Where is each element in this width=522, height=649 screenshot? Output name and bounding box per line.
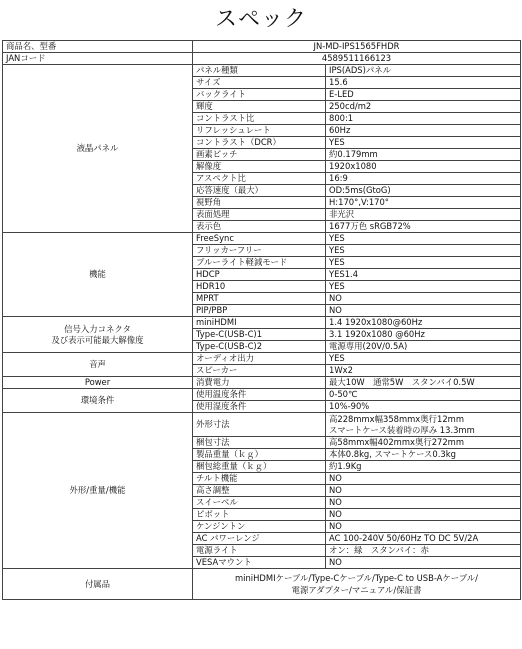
spec-value: OD:5ms(GtoG) [326,185,521,197]
spec-label: 梱包寸法 [193,437,326,449]
header-row-label: 商品名、型番 [3,41,193,53]
spec-label: 使用湿度条件 [193,401,326,413]
spec-value: YES [326,257,521,269]
spec-value: オン：緑 スタンバイ：赤 [326,545,521,557]
spec-label: 輝度 [193,101,326,113]
spec-value: 800:1 [326,113,521,125]
spec-value: 1Wx2 [326,365,521,377]
spec-label: 使用温度条件 [193,389,326,401]
spec-label: miniHDMI [193,317,326,329]
spec-value: NO [326,485,521,497]
spec-label: ピボット [193,509,326,521]
spec-label: 表示色 [193,221,326,233]
spec-label: 表面処理 [193,209,326,221]
spec-label: AC パワーレンジ [193,533,326,545]
spec-label: 梱包総重量（ｋｇ） [193,461,326,473]
spec-label: ブルーライト軽減モード [193,257,326,269]
spec-value: 約0.179mm [326,149,521,161]
spec-value: 60Hz [326,125,521,137]
group-label: 環境条件 [3,389,193,413]
spec-value: 非光沢 [326,209,521,221]
spec-label: スピーカー [193,365,326,377]
spec-label: PIP/PBP [193,305,326,317]
accessories-label: 付属品 [3,569,193,600]
spec-value: 高228mmx幅358mmx奥行12mm スマートケース装着時の厚み 13.3mm [326,413,521,437]
spec-value: NO [326,305,521,317]
spec-row [3,377,521,389]
header-row [3,53,521,65]
spec-value: 約1.9Kg [326,461,521,473]
spec-label: 高さ調整 [193,485,326,497]
spec-label: Type-C(USB-C)1 [193,329,326,341]
spec-value: 0-50℃ [326,389,521,401]
spec-label: チルト機能 [193,473,326,485]
spec-value: 1.4 1920x1080@60Hz [326,317,521,329]
spec-value: H:170°,V:170° [326,197,521,209]
spec-value: 250cd/m2 [326,101,521,113]
spec-label: オーディオ出力 [193,353,326,365]
spec-value: 10%-90% [326,401,521,413]
accessories-row [3,569,521,600]
spec-value: YES [326,245,521,257]
spec-label: 電源ライト [193,545,326,557]
spec-value: 15.6 [326,77,521,89]
spec-row [3,233,521,245]
spec-value: YES [326,353,521,365]
spec-label: アスペクト比 [193,173,326,185]
spec-value: YES [326,281,521,293]
spec-label: バックライト [193,89,326,101]
group-label: 機能 [3,233,193,317]
header-row-label: JANコード [3,53,193,65]
spec-value: NO [326,473,521,485]
accessories-line-1: miniHDMIケーブル/Type-Cケーブル/Type-C to USB-Aケーブル/ [235,573,478,583]
page-title: スペック [214,7,307,32]
group-label: 液晶パネル [3,65,193,233]
accessories-value [193,569,521,600]
spec-row [3,389,521,401]
spec-value: NO [326,509,521,521]
spec-value: NO [326,521,521,533]
spec-label: フリッカーフリー [193,245,326,257]
spec-label: HDR10 [193,281,326,293]
header-row-value: JN-MD-IPS1565FHDR [193,41,521,53]
spec-label: コントラスト（DCR） [193,137,326,149]
spec-value: 1677万色 sRGB72% [326,221,521,233]
spec-value: 本体0.8kg, スマートケース0.3kg [326,449,521,461]
spec-value: 最大10W 通常5W スタンバイ0.5W [326,377,521,389]
group-label: 音声 [3,353,193,377]
spec-value: NO [326,557,521,569]
group-label: 外形/重量/機能 [3,413,193,569]
spec-value: 高58mmx幅402mmx奥行272mm [326,437,521,449]
spec-label: 応答速度（最大） [193,185,326,197]
spec-value: AC 100-240V 50/60Hz TO DC 5V/2A [326,533,521,545]
spec-value: 3.1 1920x1080 @60Hz [326,329,521,341]
spec-row [3,353,521,365]
spec-label: FreeSync [193,233,326,245]
spec-value: 1920x1080 [326,161,521,173]
spec-value: 電源専用(20V/0.5A) [326,341,521,353]
spec-label: 消費電力 [193,377,326,389]
spec-value: IPS(ADS)パネル [326,65,521,77]
spec-label: 画素ピッチ [193,149,326,161]
spec-row [3,317,521,329]
spec-table [2,40,521,600]
spec-value: NO [326,293,521,305]
accessories-line-2: 電源アダプター/マニュアル/保証書 [291,585,422,595]
spec-value: NO [326,497,521,509]
header-row-value: 4589511166123 [193,53,521,65]
spec-value: E-LED [326,89,521,101]
spec-row [3,413,521,437]
spec-label: 解像度 [193,161,326,173]
spec-label: HDCP [193,269,326,281]
spec-label: VESAマウント [193,557,326,569]
spec-label: リフレッシュレート [193,125,326,137]
spec-label: パネル種類 [193,65,326,77]
group-label: 信号入力コネクタ 及び表示可能最大解像度 [3,317,193,353]
spec-label: MPRT [193,293,326,305]
spec-label: 視野角 [193,197,326,209]
spec-label: 製品重量（ｋｇ） [193,449,326,461]
spec-value: YES1.4 [326,269,521,281]
group-label: Power [3,377,193,389]
spec-value: YES [326,233,521,245]
spec-label: Type-C(USB-C)2 [193,341,326,353]
spec-label: 外形寸法 [193,413,326,437]
spec-label: コントラスト比 [193,113,326,125]
spec-row [3,65,521,77]
spec-label: ケンジントン [193,521,326,533]
spec-label: スイーベル [193,497,326,509]
spec-label: サイズ [193,77,326,89]
header-row [3,41,521,53]
spec-value: YES [326,137,521,149]
spec-value: 16:9 [326,173,521,185]
